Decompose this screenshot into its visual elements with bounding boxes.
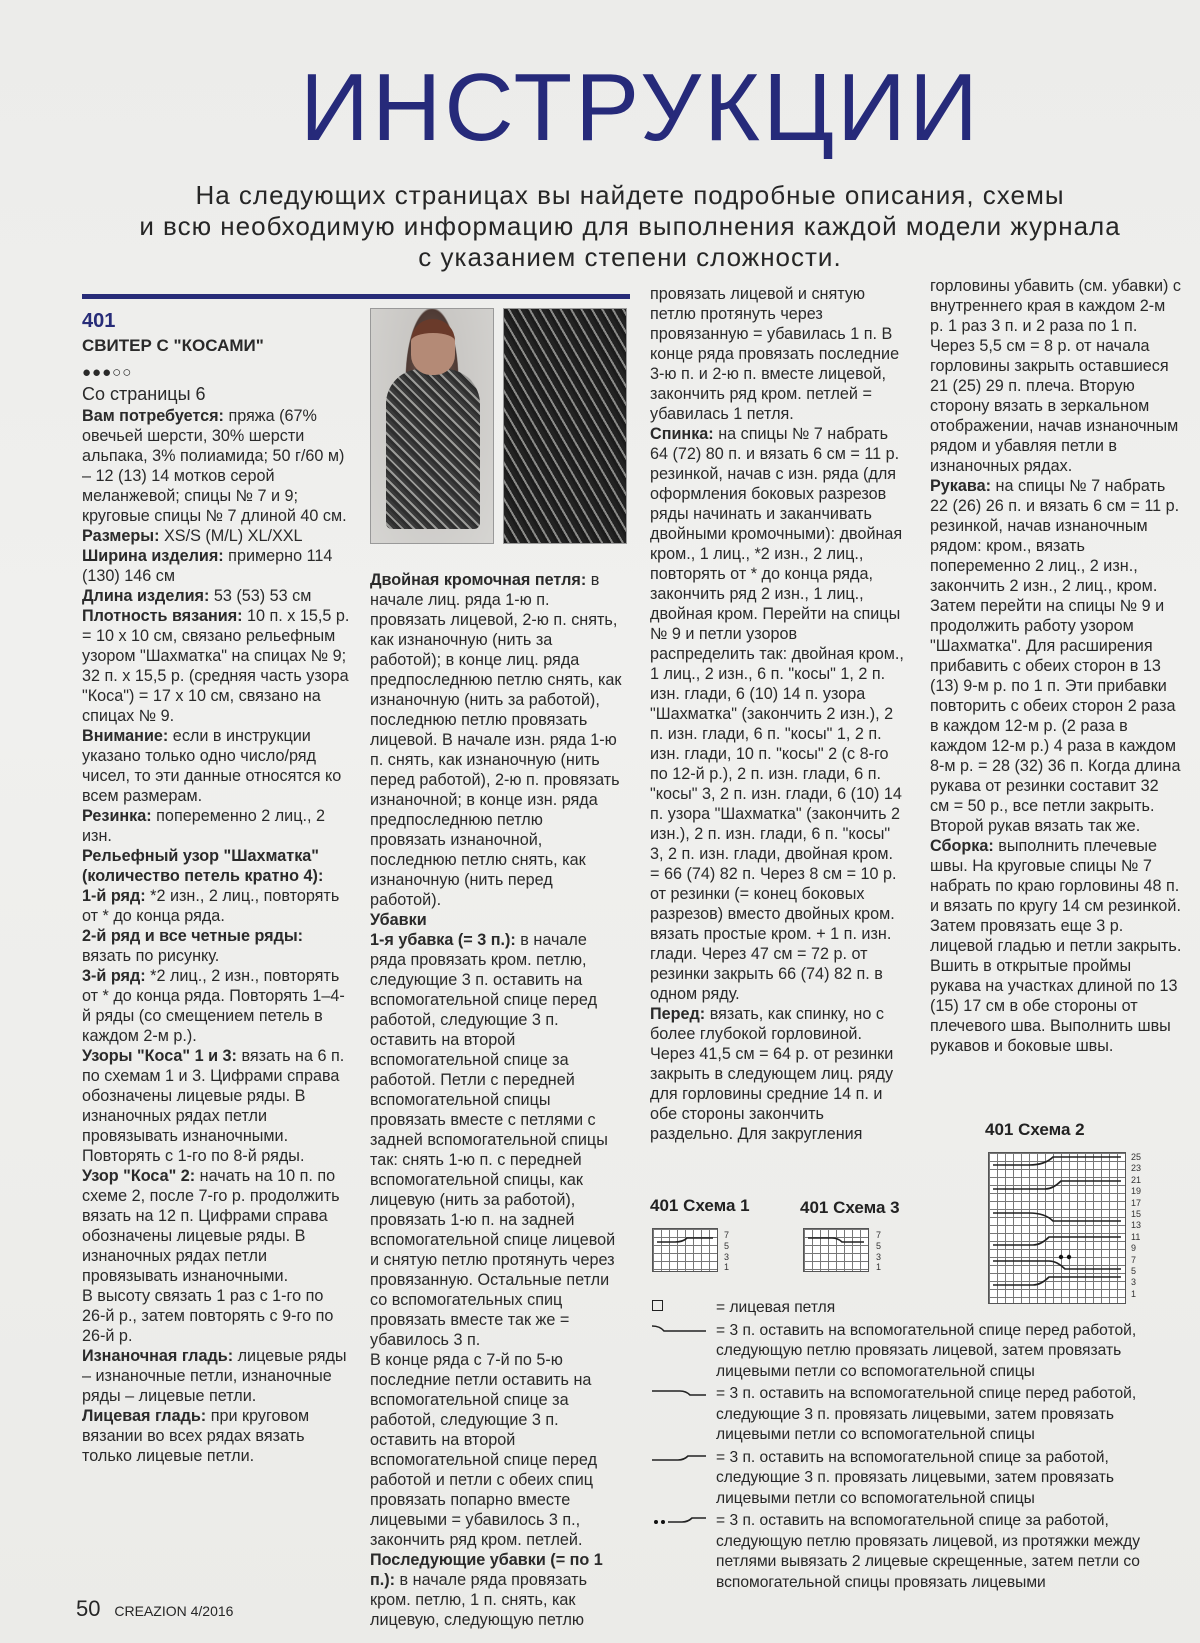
decreases-heading: Убавки bbox=[370, 911, 427, 929]
texture-closeup-photo bbox=[503, 308, 627, 544]
column-2 bbox=[370, 570, 622, 1630]
page-title: ИНСТРУКЦИИ bbox=[300, 54, 981, 161]
legend-item-knit: = лицевая петля bbox=[650, 1298, 1190, 1319]
cable-2: Узор "Коса" 2: начать на 10 п. по схеме 2, после 7-го р. продолжить вязать на 12 п. Цифрами справа обозначены лицевые ряды. В изнаночных рядах петли провязывать изнаночными. bbox=[82, 1167, 340, 1285]
gauge: Плотность вязания: 10 п. х 15,5 р. = 10 х 10 см, связано рельефным узором "Шахматка" на спицах № 9; 32 п. х 15,5 р. (средняя часть узора "Коса") = 17 х 10 см, связано на спицах № 9. bbox=[82, 607, 350, 725]
sleeves-section: Рукава: на спицы № 7 набрать 22 (26) 26 п. и вязать 6 см = 11 р. резинкой, начав изнаночным рядом: кром., вязать попеременно 2 лиц., 2 изн., закончить 2 изн., 2 лиц., кром. Затем перейти на спицы № 9 и продолжить работу узором "Шахматка". Для расширения прибавить с обеих сторон в 13 (13) 9-м р. по 1 п. Эти прибавки повторить с обеих сторон 2 раза в каждом 12-м р. (2 раза в каждом 12-м р.) 4 раза в каждом 8-м р. = 28 (32) 36 п. Когда длина рукава от резинки составит 32 см = 50 р., все петли закрыть. Второй рукав вязать так же. bbox=[930, 477, 1181, 835]
width: Ширина изделия: примерно 114 (130) 146 см bbox=[82, 547, 333, 585]
row-2: 2-й ряд и все четные ряды: вязать по рисунку. bbox=[82, 927, 304, 965]
legend-item-cable-back-inc: = 3 п. оставить на вспомогательной спице за работой, следующую петлю провязать лицевой, из протяжки между петлями вывязать 2 лицевые скрещенные, затем петли со вспомогательной спицы провязать лицевыми bbox=[650, 1511, 1190, 1593]
height-note: В высоту связать 1 раз с 1-го по 26-й р., затем повторять с 9-го по 26-й р. bbox=[82, 1287, 334, 1345]
knit-stitch-symbol bbox=[650, 1300, 708, 1314]
magazine-issue: CREAZION 4/2016 bbox=[114, 1603, 234, 1619]
length: Длина изделия: 53 (53) 53 см bbox=[82, 587, 312, 605]
further-decreases: Последующие убавки (= по 1 п.): в начале ряда провязать кром. петлю, 1 п. снять, как лицевую, следующую петлю bbox=[370, 1551, 603, 1629]
pattern-heading: Рельефный узор "Шахматка" (количество петель кратно 4): bbox=[82, 847, 324, 885]
scheme-2-cable-symbols bbox=[989, 1153, 1125, 1303]
model-head bbox=[411, 319, 455, 375]
scheme-3-cable-symbol bbox=[804, 1229, 868, 1271]
back-section: Спинка: на спицы № 7 набрать 64 (72) 80 п. и вязать 6 см = 11 р. резинкой, начав с изн. ряда (для оформления боковых разрезов ряды начинать и заканчивать двойными кромочными): двойная кром., 1 лиц., *2 изн., 2 лиц., повторять от * до конца ряда, закончить ряд 2 изн., 1 лиц., двойная кром. Перейти на спицы № 9 и петли узоров распределить так: двойная кром., 1 лиц., 2 изн., 6 п. "косы" 1, 2 п. изн. глади, 6 (10) 14 п. узора "Шахматка" (закончить 2 изн.), 2 п. изн. глади, 6 п. "косы" 1, 2 п. изн. глади, 10 п. "косы" 2 (с 8-го по 12-й р.), 2 п. изн. глади, 6 п. "косы" 3, 2 п. изн. глади, 6 (10) 14 п. узора "Шахматка" (закончить 2 изн.), 2 п. изн. глади, 6 п. "косы" 3, 2 п. изн. глади, двойная кром. = 66 (74) 82 п. Через 8 см = 10 р. от резинки (= конец боковых разрезов) вместо двойных кром. вязать простые кром. + 1 п. изн. глади. Через 47 см = 72 р. от резинки закрыть 66 (74) 82 п. в одном ряду. bbox=[650, 425, 904, 1003]
page-footer bbox=[76, 1596, 233, 1622]
scheme-1-grid bbox=[652, 1228, 718, 1272]
model-photo bbox=[370, 308, 494, 544]
from-page: Со страницы 6 bbox=[82, 384, 206, 404]
model-name: СВИТЕР С "КОСАМИ" bbox=[82, 336, 264, 355]
row-1: 1-й ряд: *2 изн., 2 лиц., повторять от * до конца ряда. bbox=[82, 887, 340, 925]
scheme-3-row-numbers: 7 5 3 1 bbox=[876, 1230, 882, 1273]
intro-line-1: На следующих страницах вы найдете подробные описания, схемы bbox=[195, 180, 1065, 210]
scheme-2-row-numbers: 25 23 21 19 17 15 13 11 9 7 5 3 1 bbox=[1131, 1152, 1142, 1299]
row-3: 3-й ряд: *2 лиц., 2 изн., повторять от * до конца ряда. Повторять 1–4-й ряды (со смещением петель в каждом 2-м р.). bbox=[82, 967, 345, 1045]
legend-item-cable-front-1: = 3 п. оставить на вспомогательной спице перед работой, следующую петлю провязать лицевой, затем провязать лицевыми петли со вспомогательной спицы bbox=[650, 1321, 1190, 1383]
scheme-2-grid bbox=[988, 1152, 1126, 1304]
cable-1-3: Узоры "Коса" 1 и 3: вязать на 6 п. по схемам 1 и 3. Цифрами справа обозначены лицевые ряды. В изнаночных рядах петли провязывать изнаночными. Повторять с 1-го по 8-й ряды. bbox=[82, 1047, 345, 1165]
section-rule bbox=[82, 294, 630, 299]
neckline-continued: горловины убавить (см. убавки) с внутреннего края в каждом 2-м р. 1 раз 3 п. и 2 раза по 1 п. Через 5,5 см = 8 р. от начала горловины закрыть оставшиеся 21 (25) 29 п. плеча. Вторую сторону вязать в зеркальном отображении, начав изнаночным рядом и убавляя петли в изнаночных рядах. bbox=[930, 277, 1182, 475]
cable-front-1-symbol bbox=[650, 1323, 708, 1337]
sweater-figure bbox=[386, 369, 480, 529]
stockinette: Лицевая гладь: при круговом вязании во всех рядах вязать только лицевые петли. bbox=[82, 1407, 310, 1465]
column-4 bbox=[930, 276, 1182, 1056]
attention-note: Внимание: если в инструкции указано только одно число/ряд чисел, то эти данные относятся ко всем размерам. bbox=[82, 727, 342, 805]
assembly-section: Сборка: выполнить плечевые швы. На круговые спицы № 7 набрать по краю горловины 48 п. и вязать по кругу 14 см резинкой. Затем провязать еще 3 р. лицевой гладью и петли закрыть. Вшить в открытые проймы рукава на участках длиной по 13 (15) 17 см в обе стороны от плечевого шва. Выполнить швы рукавов и боковые швы. bbox=[930, 837, 1182, 1055]
scheme-3-label: 401 Схема 3 bbox=[800, 1198, 900, 1217]
column-3 bbox=[650, 284, 905, 1144]
decrease-continued: провязать лицевой и снятую петлю протянуть через провязанную = убавилась 1 п. В конце ряда провязать последние 3-ю п. и 2-ю п. вместе лицевой, закончить ряд кром. петлей = убавилась 1 петля. bbox=[650, 285, 900, 423]
intro-line-3: с указанием степени сложности. bbox=[418, 242, 842, 272]
end-of-row-decrease: В конце ряда с 7-й по 5-ю последние петли оставить на вспомогательной спице за работой, следующие 3 п. оставить на второй вспомогательной спице перед работой и петли с обеих спиц провязать попарно вместе лицевыми = убавилось 3 п., закончить ряд кром. петлей. bbox=[370, 1351, 598, 1549]
sizes: Размеры: XS/S (M/L) XL/XXL bbox=[82, 527, 303, 545]
materials: Вам потребуется: пряжа (67% овечьей шерсти, 30% шерсти альпака, 3% полиамида; 50 г/60 м) – 12 (13) 14 мотков серой меланжевой; спицы № 7 и 9; круговые спицы № 7 длиной 40 см. bbox=[82, 407, 347, 525]
legend-item-cable-front-3: = 3 п. оставить на вспомогательной спице перед работой, следующие 3 п. провязать лицевыми, затем провязать лицевыми петли со вспомогательной спицы bbox=[650, 1384, 1190, 1446]
legend-item-cable-back-3: = 3 п. оставить на вспомогательной спице за работой, следующие 3 п. провязать лицевыми, затем провязать лицевыми петли со вспомогательной спицы bbox=[650, 1448, 1190, 1510]
intro-line-2: и всю необходимую информацию для выполнения каждой модели журнала bbox=[139, 211, 1121, 241]
scheme-3-grid bbox=[803, 1228, 869, 1272]
page-number: 50 bbox=[76, 1596, 101, 1621]
first-decrease: 1-я убавка (= 3 п.): в начале ряда провязать кром. петлю, следующие 3 п. оставить на вспомогательной спице перед работой, следующие 3 п. оставить на второй вспомогательной спице за работой. Петли с передней вспомогательной спицы провязать вместе с петлями с задней вспомогательной спицы так: снять 1-ю п. с передней вспомогательной спицы, как лицевую (нить за работой), провязать 1-ю п. на задней вспомогательной спице лицевой и снятую петлю протянуть через провязанную. Остальные петли со вспомогательных спиц провязать вместе так же = убавилось 3 п. bbox=[370, 931, 616, 1349]
intro-text bbox=[80, 180, 1180, 273]
cable-front-3-symbol bbox=[650, 1386, 708, 1400]
front-section: Перед: вязать, как спинку, но с более глубокой горловиной. Через 41,5 см = 64 р. от резинки закрыть в следующем лиц. ряду для горловины средние 14 п. и обе стороны закончить раздельно. Для закругления bbox=[650, 1005, 894, 1143]
cable-back-3-symbol bbox=[650, 1450, 708, 1464]
double-edge-stitch: Двойная кромочная петля: в начале лиц. ряда 1-ю п. провязать лицевой, 2-ю п. снять, как изнаночную (нить за работой); в конце лиц. ряда предпоследнюю петлю снять, как изнаночную (нить за работой), последнюю петлю провязать лицевой. В начале изн. ряда 1-ю п. снять, как изнаночную (нить перед работой), 2-ю п. провязать изнаночной; в конце изн. ряда предпоследнюю петлю провязать изнаночной, последнюю петлю снять, как изнаночную (нить перед работой). bbox=[370, 571, 622, 909]
difficulty-rating: ●●●○○ bbox=[82, 364, 133, 381]
cable-back-increase-symbol bbox=[650, 1513, 708, 1527]
scheme-1-label: 401 Схема 1 bbox=[650, 1196, 750, 1215]
column-1 bbox=[82, 308, 350, 1466]
ribbing: Резинка: попеременно 2 лиц., 2 изн. bbox=[82, 807, 325, 845]
scheme-2-label: 401 Схема 2 bbox=[985, 1120, 1085, 1139]
scheme-1-cable-symbol bbox=[653, 1229, 717, 1271]
symbol-legend bbox=[650, 1298, 1190, 1593]
scheme-1-row-numbers: 7 5 3 1 bbox=[724, 1230, 730, 1273]
model-number: 401 bbox=[82, 310, 116, 332]
reverse-stockinette: Изнаночная гладь: лицевые ряды – изнаночные петли, изнаночные ряды – лицевые петли. bbox=[82, 1347, 347, 1405]
